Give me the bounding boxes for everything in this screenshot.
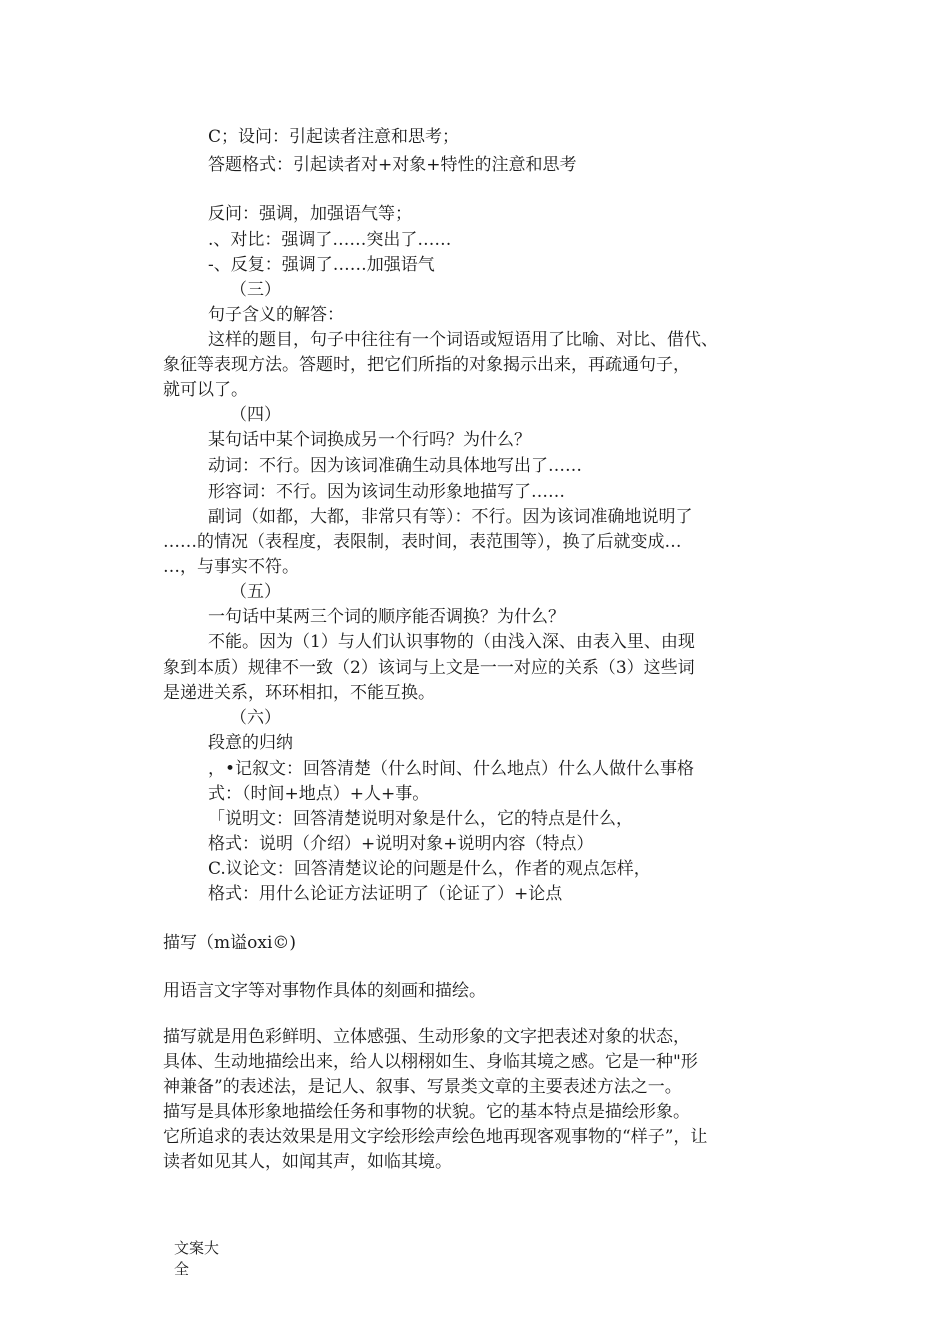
text-line: 这样的题目，句子中往往有一个词语或短语用了比喻、对比、借代、 (208, 330, 718, 350)
text-line: 格式：说明（介绍）+说明对象+说明内容（特点） (208, 834, 594, 854)
text-line: 描写是具体形象地描绘任务和事物的状貌。它的基本特点是描绘形象。 (163, 1102, 690, 1122)
text-line: 「说明文：回答清楚说明对象是什么，它的特点是什么， (208, 809, 633, 829)
text-line: 描写就是用色彩鲜明、立体感强、生动形象的文字把表述对象的状态， (163, 1027, 690, 1047)
text-line: 一句话中某两三个词的顺序能否调换？为什么？ (208, 607, 565, 627)
text-line: C.议论文：回答清楚议论的问题是什么，作者的观点怎样， (208, 859, 651, 879)
text-line: 象到本质）规律不一致（2）该词与上文是一一对应的关系（3）这些词 (163, 658, 695, 678)
text-line: 格式：用什么论证方法证明了（论证了）+论点 (208, 884, 563, 904)
text-line: 反问：强调，加强语气等； (208, 204, 412, 224)
text-line: …，与事实不符。 (163, 557, 299, 577)
section-heading: （三） (230, 280, 281, 300)
text-line: 读者如见其人，如闻其声，如临其境。 (163, 1152, 452, 1172)
section-title: 描写（m谥oxi©) (163, 933, 297, 953)
text-line: ，•记叙文：回答清楚（什么时间、什么地点）什么人做什么事格 (208, 759, 695, 779)
text-line: 具体、生动地描绘出来，给人以栩栩如生、身临其境之感。它是一种"形 (163, 1052, 698, 1072)
text-line: 神兼备”的表述法，是记人、叙事、写景类文章的主要表述方法之一。 (163, 1077, 682, 1097)
footer-text: 全 (174, 1260, 190, 1278)
section-heading: （五） (230, 582, 281, 602)
text-line: C；设问：引起读者注意和思考； (208, 127, 460, 147)
text-line: 副词（如都，大都，非常只有等）：不行。因为该词准确地说明了 (208, 507, 693, 527)
text-line: 不能。因为（1）与人们认识事物的（由浅入深、由表入里、由现 (208, 632, 695, 652)
text-line: 某句话中某个词换成另一个行吗？为什么？ (208, 430, 531, 450)
section-heading: （六） (230, 708, 281, 728)
text-line: ……的情况（表程度，表限制，表时间，表范围等），换了后就变成… (163, 532, 682, 552)
text-line: 是递进关系，环环相扣，不能互换。 (163, 683, 435, 703)
text-line: 动词：不行。因为该词准确生动具体地写出了…… (208, 456, 582, 476)
text-line: 就可以了。 (163, 380, 248, 400)
section-heading: （四） (230, 405, 281, 425)
text-line: 它所追求的表达效果是用文字绘形绘声绘色地再现客观事物的“样子”，让 (163, 1127, 708, 1147)
text-line: .、对比：强调了……突出了…… (208, 230, 452, 250)
footer-text: 文案大 (174, 1239, 220, 1257)
text-line: 象征等表现方法。答题时，把它们所指的对象揭示出来，再疏通句子， (163, 355, 690, 375)
text-line: 段意的归纳 (208, 733, 293, 753)
text-line: -、反复：强调了……加强语气 (208, 255, 435, 275)
text-line: 句子含义的解答： (208, 305, 344, 325)
text-line: 答题格式：引起读者对+对象+特性的注意和思考 (208, 155, 577, 175)
text-line: 形容词：不行。因为该词生动形象地描写了…… (208, 482, 565, 502)
text-line: 用语言文字等对事物作具体的刻画和描绘。 (163, 981, 486, 1001)
text-line: 式：（时间+地点）+人+事。 (208, 784, 430, 804)
